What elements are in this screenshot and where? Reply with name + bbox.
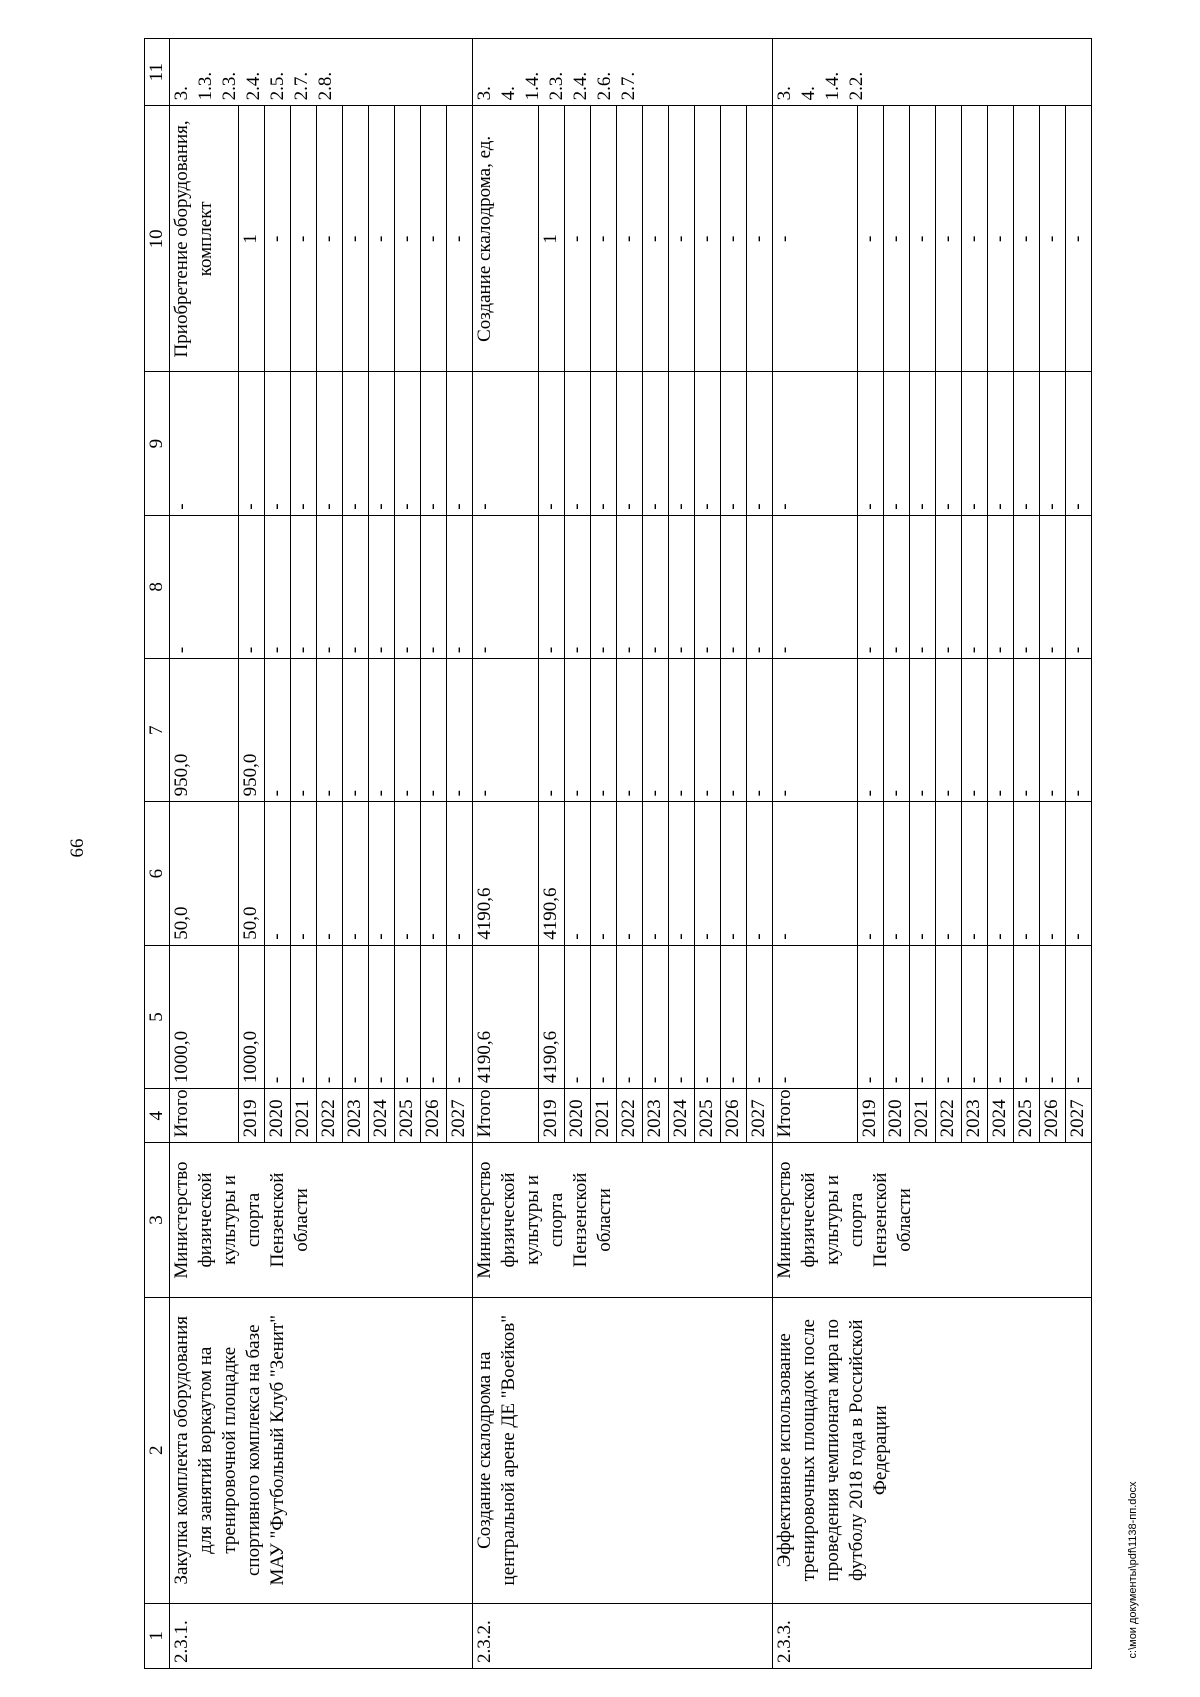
measure-executor: Министерство физической культуры и спорта Пензенской области: [170, 1143, 473, 1297]
indicator-value: -: [1014, 106, 1040, 372]
indicator-value: -: [617, 106, 643, 372]
total-funding-cell: 4190,6: [539, 945, 565, 1088]
regional-budget-cell: 4190,6: [473, 802, 539, 945]
extrabudget-cell: -: [317, 372, 343, 515]
regional-budget-cell: -: [343, 802, 369, 945]
regional-budget-cell: -: [643, 802, 669, 945]
related-code: 2.3.: [219, 71, 240, 101]
year-cell: 2026: [421, 1089, 447, 1143]
federal-budget-cell: -: [395, 659, 421, 802]
related-code: 2.4.: [570, 71, 591, 101]
year-cell: 2025: [695, 1089, 721, 1143]
federal-budget-cell: -: [421, 659, 447, 802]
regional-budget-cell: -: [910, 802, 936, 945]
federal-budget-cell: -: [565, 659, 591, 802]
local-budget-cell: -: [1040, 515, 1066, 658]
regional-budget-cell: -: [317, 802, 343, 945]
total-funding-cell: 1000,0: [239, 945, 265, 1088]
column-numbers-row: [145, 39, 170, 1669]
total-funding-cell: -: [1066, 945, 1092, 1088]
indicator-value: -: [669, 106, 695, 372]
extrabudget-cell: -: [343, 372, 369, 515]
extrabudget-cell: -: [643, 372, 669, 515]
related-code: 2.8.: [315, 71, 336, 101]
total-funding-cell: -: [591, 945, 617, 1088]
year-cell: Итого: [473, 1089, 539, 1143]
total-funding-cell: 1000,0: [170, 945, 239, 1088]
table-row: [170, 39, 239, 1669]
measure-executor: Министерство физической культуры и спорта Пензенской области: [773, 1143, 1092, 1297]
column-header: 9: [145, 372, 170, 515]
year-cell: 2020: [265, 1089, 291, 1143]
extrabudget-cell: -: [773, 372, 858, 515]
total-funding-cell: -: [910, 945, 936, 1088]
column-header: 2: [145, 1297, 170, 1603]
indicator-value: -: [369, 106, 395, 372]
federal-budget-cell: -: [291, 659, 317, 802]
local-budget-cell: -: [317, 515, 343, 658]
column-header: 11: [145, 39, 170, 106]
extrabudget-cell: -: [617, 372, 643, 515]
column-header: 1: [145, 1603, 170, 1668]
regional-budget-cell: -: [369, 802, 395, 945]
federal-budget-cell: -: [936, 659, 962, 802]
extrabudget-cell: -: [265, 372, 291, 515]
indicator-value: -: [721, 106, 747, 372]
local-budget-cell: -: [265, 515, 291, 658]
local-budget-cell: -: [239, 515, 265, 658]
federal-budget-cell: -: [669, 659, 695, 802]
year-cell: 2021: [910, 1089, 936, 1143]
total-funding-cell: -: [369, 945, 395, 1088]
total-funding-cell: -: [884, 945, 910, 1088]
extrabudget-cell: -: [369, 372, 395, 515]
local-budget-cell: -: [395, 515, 421, 658]
extrabudget-cell: -: [910, 372, 936, 515]
local-budget-cell: -: [447, 515, 473, 658]
year-cell: 2020: [884, 1089, 910, 1143]
measure-number: 2.3.1.: [170, 1603, 473, 1668]
extrabudget-cell: -: [565, 372, 591, 515]
indicator-value: -: [291, 106, 317, 372]
extrabudget-cell: -: [695, 372, 721, 515]
federal-budget-cell: -: [447, 659, 473, 802]
indicator-value: -: [395, 106, 421, 372]
total-funding-cell: -: [421, 945, 447, 1088]
regional-budget-cell: -: [291, 802, 317, 945]
regional-budget-cell: -: [395, 802, 421, 945]
indicator-name: Приобретение оборудования, комплект: [170, 106, 239, 372]
year-cell: 2020: [565, 1089, 591, 1143]
indicator-value: -: [910, 106, 936, 372]
year-cell: Итого: [170, 1089, 239, 1143]
total-funding-cell: -: [936, 945, 962, 1088]
year-cell: 2027: [1066, 1089, 1092, 1143]
related-code: 4.: [798, 86, 819, 101]
regional-budget-cell: -: [421, 802, 447, 945]
federal-budget-cell: -: [317, 659, 343, 802]
indicator-value: -: [1040, 106, 1066, 372]
total-funding-cell: 4190,6: [473, 945, 539, 1088]
total-funding-cell: -: [291, 945, 317, 1088]
year-cell: 2027: [747, 1089, 773, 1143]
regional-budget-cell: -: [447, 802, 473, 945]
extrabudget-cell: -: [884, 372, 910, 515]
indicator-value: 1: [539, 106, 565, 372]
federal-budget-cell: -: [910, 659, 936, 802]
local-budget-cell: -: [1066, 515, 1092, 658]
extrabudget-cell: -: [858, 372, 884, 515]
total-funding-cell: -: [643, 945, 669, 1088]
regional-budget-cell: -: [265, 802, 291, 945]
indicator-value: -: [265, 106, 291, 372]
federal-budget-cell: -: [1014, 659, 1040, 802]
related-code: 3.: [474, 86, 495, 101]
federal-budget-cell: -: [473, 659, 539, 802]
total-funding-cell: -: [265, 945, 291, 1088]
local-budget-cell: -: [747, 515, 773, 658]
regional-budget-cell: -: [884, 802, 910, 945]
indicator-value: -: [643, 106, 669, 372]
extrabudget-cell: -: [291, 372, 317, 515]
related-codes: [773, 39, 1092, 106]
regional-budget-cell: -: [962, 802, 988, 945]
local-budget-cell: -: [591, 515, 617, 658]
regional-budget-cell: -: [695, 802, 721, 945]
local-budget-cell: -: [962, 515, 988, 658]
related-code: 2.5.: [267, 71, 288, 101]
extrabudget-cell: -: [1066, 372, 1092, 515]
year-cell: 2024: [369, 1089, 395, 1143]
indicator-name: Создание скалодрома, ед.: [473, 106, 539, 372]
indicator-value: -: [343, 106, 369, 372]
measure-executor: Министерство физической культуры и спорта Пензенской области: [473, 1143, 773, 1297]
local-budget-cell: -: [884, 515, 910, 658]
regional-budget-cell: -: [988, 802, 1014, 945]
indicator-value: -: [591, 106, 617, 372]
extrabudget-cell: -: [395, 372, 421, 515]
extrabudget-cell: -: [447, 372, 473, 515]
local-budget-cell: -: [695, 515, 721, 658]
related-codes: [170, 39, 473, 106]
local-budget-cell: -: [1014, 515, 1040, 658]
related-code: 2.3.: [546, 71, 567, 101]
regional-budget-cell: -: [565, 802, 591, 945]
regional-budget-cell: -: [858, 802, 884, 945]
extrabudget-cell: -: [421, 372, 447, 515]
total-funding-cell: -: [669, 945, 695, 1088]
total-funding-cell: -: [447, 945, 473, 1088]
column-header: 7: [145, 659, 170, 802]
extrabudget-cell: -: [591, 372, 617, 515]
year-cell: Итого: [773, 1089, 858, 1143]
federal-budget-cell: -: [721, 659, 747, 802]
federal-budget-cell: -: [265, 659, 291, 802]
federal-budget-cell: -: [1040, 659, 1066, 802]
local-budget-cell: -: [369, 515, 395, 658]
extrabudget-cell: -: [669, 372, 695, 515]
extrabudget-cell: -: [1040, 372, 1066, 515]
extrabudget-cell: -: [1014, 372, 1040, 515]
related-code: 2.4.: [243, 71, 264, 101]
related-code: 3.: [171, 86, 192, 101]
year-cell: 2022: [617, 1089, 643, 1143]
year-cell: 2025: [1014, 1089, 1040, 1143]
local-budget-cell: -: [473, 515, 539, 658]
regional-budget-cell: -: [591, 802, 617, 945]
extrabudget-cell: -: [473, 372, 539, 515]
column-header: 6: [145, 802, 170, 945]
total-funding-cell: -: [1040, 945, 1066, 1088]
regional-budget-cell: -: [721, 802, 747, 945]
local-budget-cell: -: [617, 515, 643, 658]
extrabudget-cell: -: [539, 372, 565, 515]
total-funding-cell: -: [565, 945, 591, 1088]
federal-budget-cell: -: [539, 659, 565, 802]
federal-budget-cell: -: [988, 659, 1014, 802]
total-funding-cell: -: [695, 945, 721, 1088]
indicator-value: -: [884, 106, 910, 372]
related-code: 2.6.: [594, 71, 615, 101]
federal-budget-cell: -: [343, 659, 369, 802]
federal-budget-cell: -: [591, 659, 617, 802]
total-funding-cell: -: [317, 945, 343, 1088]
local-budget-cell: -: [773, 515, 858, 658]
measure-name: Эффективное использование тренировочных площадок после проведения чемпионата мира по футболу 2018 года в Российской Федерации: [773, 1297, 1092, 1603]
year-cell: 2019: [858, 1089, 884, 1143]
related-codes: [473, 39, 773, 106]
table-row: [473, 39, 539, 1669]
indicator-value: -: [421, 106, 447, 372]
regional-budget-cell: -: [936, 802, 962, 945]
extrabudget-cell: -: [988, 372, 1014, 515]
extrabudget-cell: -: [170, 372, 239, 515]
local-budget-cell: -: [539, 515, 565, 658]
year-cell: 2022: [936, 1089, 962, 1143]
measure-name: Закупка комплекта оборудования для занятий воркаутом на тренировочной площадке спортивного комплекса на базе МАУ "Футбольный Клуб "Зенит": [170, 1297, 473, 1603]
extrabudget-cell: -: [747, 372, 773, 515]
local-budget-cell: -: [910, 515, 936, 658]
federal-budget-cell: -: [747, 659, 773, 802]
regional-budget-cell: -: [1040, 802, 1066, 945]
indicator-value: -: [565, 106, 591, 372]
year-cell: 2021: [291, 1089, 317, 1143]
year-cell: 2023: [643, 1089, 669, 1143]
federal-budget-cell: -: [773, 659, 858, 802]
total-funding-cell: -: [747, 945, 773, 1088]
column-header: 8: [145, 515, 170, 658]
federal-budget-cell: -: [884, 659, 910, 802]
regional-budget-cell: 4190,6: [539, 802, 565, 945]
indicator-value: -: [447, 106, 473, 372]
total-funding-cell: -: [858, 945, 884, 1088]
indicator-value: 1: [239, 106, 265, 372]
column-header: 4: [145, 1089, 170, 1143]
indicator-value: -: [317, 106, 343, 372]
federal-budget-cell: -: [643, 659, 669, 802]
year-cell: 2019: [539, 1089, 565, 1143]
total-funding-cell: -: [1014, 945, 1040, 1088]
federal-budget-cell: -: [1066, 659, 1092, 802]
local-budget-cell: -: [936, 515, 962, 658]
indicator-value: -: [988, 106, 1014, 372]
year-cell: 2023: [343, 1089, 369, 1143]
extrabudget-cell: -: [936, 372, 962, 515]
indicator-value: -: [695, 106, 721, 372]
measures-table-body: [170, 39, 1092, 1669]
year-cell: 2019: [239, 1089, 265, 1143]
year-cell: 2027: [447, 1089, 473, 1143]
regional-budget-cell: 50,0: [170, 802, 239, 945]
local-budget-cell: -: [565, 515, 591, 658]
total-funding-cell: -: [343, 945, 369, 1088]
year-cell: 2023: [962, 1089, 988, 1143]
year-cell: 2022: [317, 1089, 343, 1143]
column-header: 10: [145, 106, 170, 372]
indicator-value: -: [1066, 106, 1092, 372]
regional-budget-cell: -: [617, 802, 643, 945]
local-budget-cell: -: [858, 515, 884, 658]
local-budget-cell: -: [421, 515, 447, 658]
year-cell: 2021: [591, 1089, 617, 1143]
indicator-value: -: [962, 106, 988, 372]
federal-budget-cell: -: [369, 659, 395, 802]
extrabudget-cell: -: [962, 372, 988, 515]
measure-number: 2.3.3.: [773, 1603, 1092, 1668]
indicator-value: -: [747, 106, 773, 372]
federal-budget-cell: -: [617, 659, 643, 802]
related-code: 2.7.: [618, 71, 639, 101]
related-code: 2.2.: [846, 71, 867, 101]
local-budget-cell: -: [343, 515, 369, 658]
total-funding-cell: -: [721, 945, 747, 1088]
federal-budget-cell: -: [962, 659, 988, 802]
local-budget-cell: -: [669, 515, 695, 658]
local-budget-cell: -: [988, 515, 1014, 658]
total-funding-cell: -: [773, 945, 858, 1088]
related-code: 4.: [498, 86, 519, 101]
extrabudget-cell: -: [721, 372, 747, 515]
regional-budget-cell: -: [1066, 802, 1092, 945]
year-cell: 2024: [669, 1089, 695, 1143]
related-code: 1.4.: [522, 71, 543, 101]
measure-name: Создание скалодрома на центральной арене ДЕ "Воейков": [473, 1297, 773, 1603]
local-budget-cell: -: [170, 515, 239, 658]
table-row: [773, 39, 858, 1669]
federal-budget-cell: -: [858, 659, 884, 802]
year-cell: 2024: [988, 1089, 1014, 1143]
year-cell: 2025: [395, 1089, 421, 1143]
indicator-value: -: [773, 106, 858, 372]
indicator-value: -: [936, 106, 962, 372]
related-code: 1.3.: [195, 71, 216, 101]
related-code: 1.4.: [822, 71, 843, 101]
total-funding-cell: -: [395, 945, 421, 1088]
local-budget-cell: -: [643, 515, 669, 658]
federal-budget-cell: 950,0: [239, 659, 265, 802]
measure-number: 2.3.2.: [473, 1603, 773, 1668]
regional-budget-cell: -: [747, 802, 773, 945]
column-header: 5: [145, 945, 170, 1088]
regional-budget-cell: -: [773, 802, 858, 945]
measures-table-sheet: [144, 38, 1088, 1669]
extrabudget-cell: -: [239, 372, 265, 515]
local-budget-cell: -: [721, 515, 747, 658]
page-number: 66: [67, 838, 88, 858]
regional-budget-cell: -: [669, 802, 695, 945]
column-header: 3: [145, 1143, 170, 1297]
indicator-value: -: [858, 106, 884, 372]
footer-file-path: c:\мои документы\pdf\1138-пп.docx: [1127, 1481, 1139, 1659]
total-funding-cell: -: [962, 945, 988, 1088]
related-code: 3.: [774, 86, 795, 101]
federal-budget-cell: -: [695, 659, 721, 802]
local-budget-cell: -: [291, 515, 317, 658]
federal-budget-cell: 950,0: [170, 659, 239, 802]
regional-budget-cell: -: [1014, 802, 1040, 945]
regional-budget-cell: 50,0: [239, 802, 265, 945]
total-funding-cell: -: [988, 945, 1014, 1088]
year-cell: 2026: [1040, 1089, 1066, 1143]
year-cell: 2026: [721, 1089, 747, 1143]
total-funding-cell: -: [617, 945, 643, 1088]
measures-table: [144, 38, 1092, 1669]
related-code: 2.7.: [291, 71, 312, 101]
